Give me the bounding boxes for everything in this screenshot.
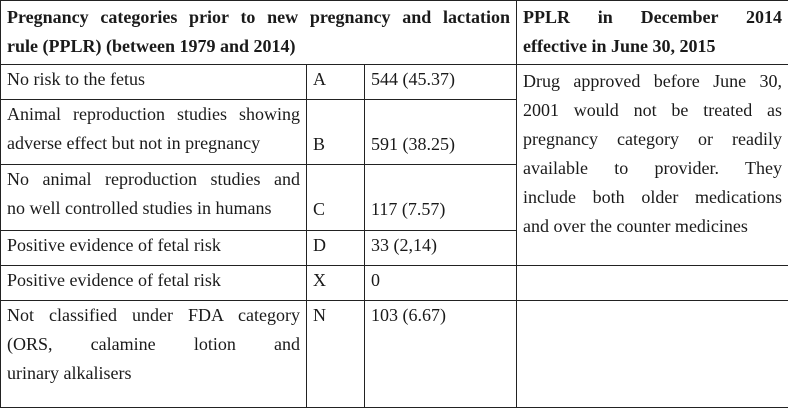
category-letter: X — [307, 266, 365, 301]
header-row — [1, 1, 788, 65]
header-left-line2: rule (PPLR) (between 1979 and 2014) — [7, 36, 296, 56]
description-line: Not classified under FDA category — [7, 305, 300, 326]
category-count: 591 (38.25) — [365, 99, 517, 165]
note-line: 2001 would not be treated as — [523, 99, 782, 120]
category-description — [1, 266, 307, 301]
note-line: Drug approved before June 30, — [523, 70, 782, 91]
empty-cell — [517, 301, 788, 408]
note-line: include both older medications — [523, 186, 782, 207]
description-line: No animal reproduction studies and — [7, 169, 300, 190]
header-right-line1: PPLR in December 2014 — [523, 7, 782, 27]
description-line: (ORS, calamine lotion and — [7, 334, 300, 355]
header-left-cell — [1, 1, 517, 65]
category-count: 0 — [365, 266, 517, 301]
header-right-line2: effective in June 30, 2015 — [523, 36, 716, 56]
table-row — [1, 301, 788, 408]
note-line: pregnancy category or readily — [523, 128, 782, 149]
table-row — [1, 266, 788, 301]
empty-cell — [517, 266, 788, 301]
category-description — [1, 231, 307, 266]
category-letter: A — [307, 64, 365, 99]
note-line: and over the counter medicines — [523, 215, 748, 236]
description-line: adverse effect but not in pregnancy — [7, 132, 261, 153]
category-letter: N — [307, 301, 365, 408]
table-row — [1, 64, 788, 99]
category-letter: B — [307, 99, 365, 165]
description-line: no well controlled studies in humans — [7, 198, 272, 219]
category-count: 103 (6.67) — [365, 301, 517, 408]
description-line: Positive evidence of fetal risk — [7, 270, 221, 291]
category-description — [1, 99, 307, 165]
category-letter: C — [307, 165, 365, 231]
category-count: 117 (7.57) — [365, 165, 517, 231]
description-line: No risk to the fetus — [7, 68, 145, 89]
category-description — [1, 165, 307, 231]
category-count: 544 (45.37) — [365, 64, 517, 99]
category-count: 33 (2,14) — [365, 231, 517, 266]
pplr-note-cell — [517, 64, 788, 265]
description-line: Positive evidence of fetal risk — [7, 235, 221, 256]
header-left-line1: Pregnancy categories prior to new pregnancy and lactation — [7, 7, 510, 27]
category-description — [1, 301, 307, 408]
note-line: available to provider. They — [523, 157, 782, 178]
category-description — [1, 64, 307, 99]
header-right-cell — [517, 1, 788, 65]
description-line: urinary alkalisers — [7, 363, 132, 384]
category-letter: D — [307, 231, 365, 266]
description-line: Animal reproduction studies showing — [7, 103, 300, 124]
